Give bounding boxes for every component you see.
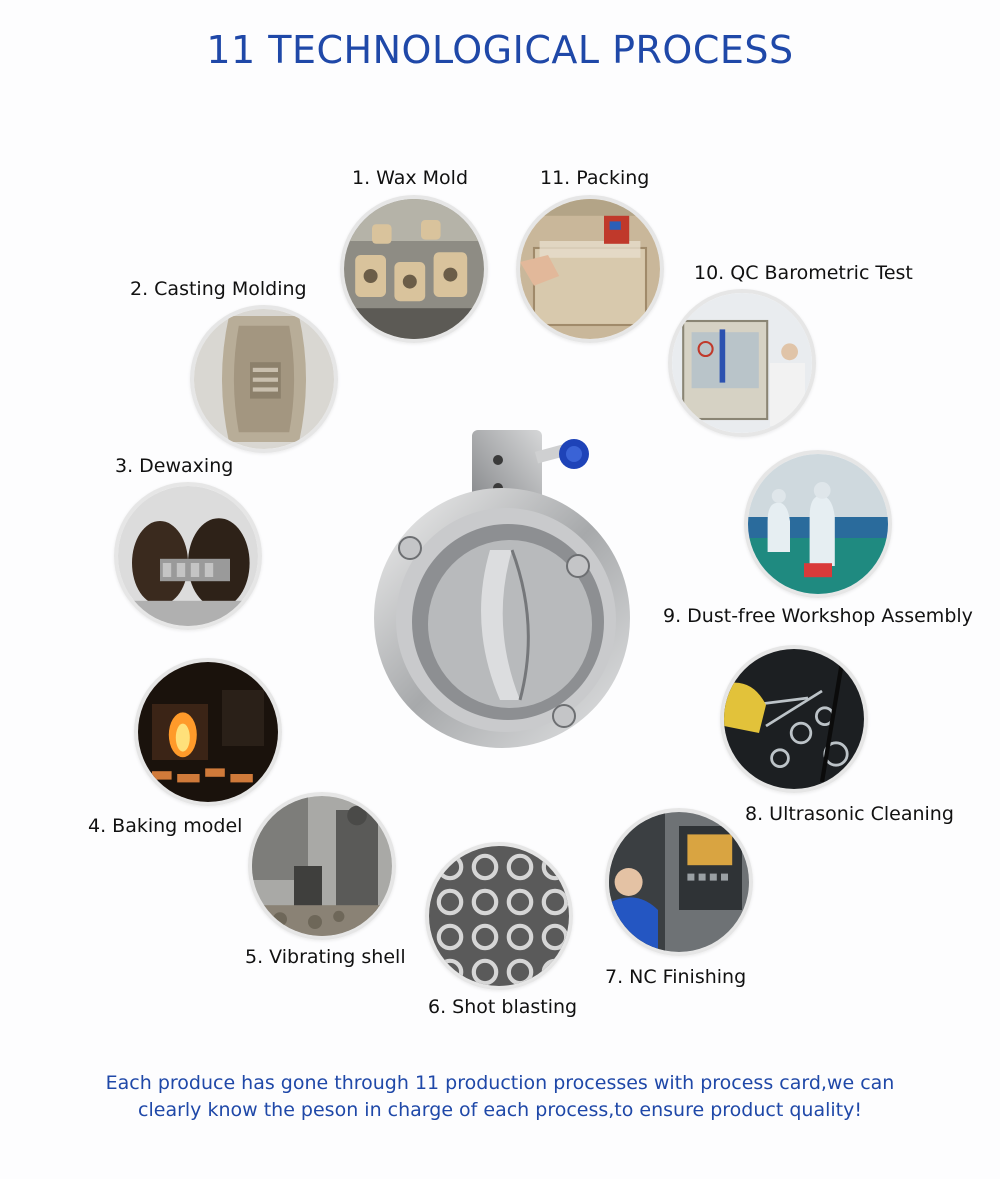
step-9-label: 9. Dust-free Workshop Assembly [663, 605, 973, 627]
butterfly-valve-image [350, 420, 650, 760]
footer-note [40, 1070, 960, 1124]
step-2-label: 2. Casting Molding [130, 278, 307, 300]
step-1-photo [340, 195, 488, 343]
page-title: 11 TECHNOLOGICAL PROCESS [206, 28, 794, 72]
step-6-photo [425, 842, 573, 990]
footer-line-1: Each produce has gone through 11 production processes with process card,we can [105, 1072, 895, 1094]
step-11-photo [516, 195, 664, 343]
step-9-photo [744, 450, 892, 598]
footer-line-2: clearly know the peson in charge of each process,to ensure product quality! [138, 1099, 862, 1121]
step-8-photo [720, 645, 868, 793]
step-3-label: 3. Dewaxing [115, 455, 234, 477]
step-5-photo [248, 792, 396, 940]
step-6-label: 6. Shot blasting [428, 996, 578, 1018]
step-3-photo [114, 482, 262, 630]
step-5-label: 5. Vibrating shell [245, 946, 406, 968]
step-7-photo [605, 808, 753, 956]
step-10-photo [668, 289, 816, 437]
step-10-label: 10. QC Barometric Test [694, 262, 913, 284]
step-4-photo [134, 658, 282, 806]
step-8-label: 8. Ultrasonic Cleaning [745, 803, 954, 825]
step-4-label: 4. Baking model [88, 815, 243, 837]
step-2-photo [190, 305, 338, 453]
step-1-label: 1. Wax Mold [352, 167, 469, 189]
step-11-label: 11. Packing [540, 167, 650, 189]
step-7-label: 7. NC Finishing [605, 966, 747, 988]
